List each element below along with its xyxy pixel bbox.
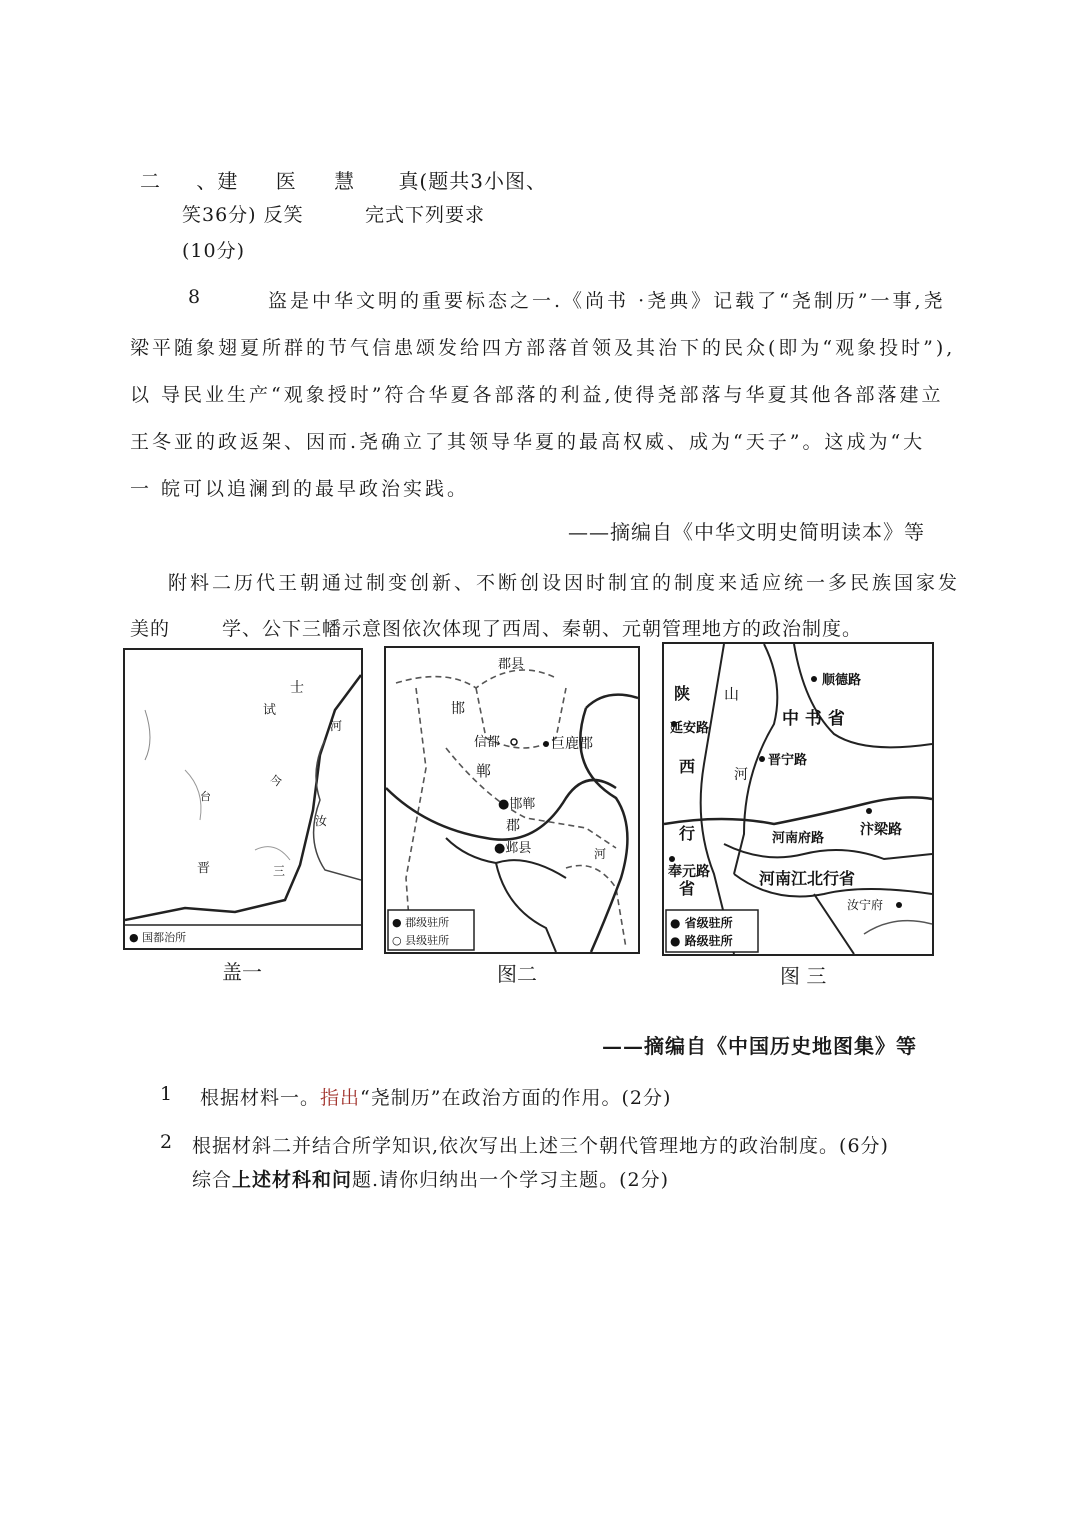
material1-line-3: 以 导民业生产“观象授时”符合华夏各部落的利益,使得尧部落与华夏其他各部落建立: [130, 384, 944, 406]
heading-line-2b: 完式下列要求: [365, 204, 486, 226]
map3-label-shunde: 顺德路: [822, 673, 862, 688]
question-3: [192, 1165, 669, 1192]
map-2-qin: [384, 646, 640, 954]
map1-label-jin: 今: [270, 774, 283, 788]
map-3-graphic: [664, 644, 932, 954]
map3-label-henanjiangbei: 河南江北行省: [759, 869, 856, 888]
map2-legend-jun: ● 郡级驻所: [392, 916, 450, 929]
map3-label-henanfu: 河南府路: [772, 831, 825, 846]
question-1-number: 1: [160, 1083, 174, 1105]
map3-label-fengyuan: 奉元路: [668, 864, 710, 880]
maps-source: ——摘编自《中国历史地图集》等: [602, 1034, 917, 1058]
question-1-pre: 根据材料一。: [200, 1087, 321, 1109]
map3-label-shan: 山: [724, 685, 740, 703]
map3-label-zhongshu: 中 书 省: [782, 709, 845, 729]
map3-label-shaan: 陕: [674, 684, 691, 703]
map-2-caption: 图二: [497, 962, 537, 986]
question-3-bold: 上述材科和问: [232, 1169, 353, 1191]
map1-label-shi: 士: [290, 680, 304, 696]
question-1-highlight: 指出: [320, 1087, 361, 1109]
map1-label-ru: 汝: [315, 814, 328, 828]
material2-line-2b: 学、公下三幡示意图依次体现了西周、秦朝、元朝管理地方的政治制度。: [222, 618, 863, 640]
map2-label-julu: 巨鹿郡: [551, 736, 593, 752]
map-1-western-zhou: [123, 648, 363, 950]
map2-label-handan: ●邯郸: [498, 797, 536, 812]
map3-label-yanan: 延安路: [670, 721, 710, 736]
map2-label-xindu: 信都: [474, 735, 501, 750]
map2-label-junxian: 郡县: [498, 657, 525, 672]
map-1-graphic: [125, 650, 361, 948]
map-2-graphic: [386, 648, 638, 952]
question-2: 根据材斜二并结合所学知识,依次写出上述三个朝代管理地方的政治制度。(6分): [192, 1135, 889, 1157]
map1-legend: ● 国都治所: [129, 931, 187, 944]
map1-label-tai: 台: [200, 790, 211, 803]
map3-label-jinning: 晋宁路: [768, 753, 808, 768]
question-1: [200, 1083, 671, 1110]
question-3-pre: 综合: [192, 1169, 233, 1191]
material1-number: 8: [188, 286, 202, 308]
material1-line-2: 梁平随象翅夏所群的节气信患颂发给四方部落首领及其治下的民众(即为“观象投时”),: [130, 337, 956, 359]
map2-legend-xian: ○ 县级驻所: [392, 934, 450, 947]
map2-label-he: 河: [594, 847, 607, 861]
heading-part-3: 医: [275, 169, 297, 193]
heading-part-1: 二: [140, 169, 161, 193]
map3-label-he: 河: [734, 767, 748, 783]
material1-line-5: 一 皖可以追澜到的最早政治实践。: [130, 478, 470, 500]
map3-label-bianliang: 汴梁路: [860, 822, 902, 838]
material2-line-1: 附料二历代王朝通过制变创新、不断创设因时制宜的制度来适应统一多民族国家发: [168, 572, 961, 594]
material1-line-4: 王冬亚的政返架、因而.尧确立了其领导华夏的最高权威、成为“天子”。这成为“大: [130, 431, 926, 453]
map2-label-yexian: ●邺县: [494, 841, 532, 856]
map3-label-sheng: 省: [679, 879, 696, 898]
map1-label-he: 河: [330, 719, 343, 733]
map3-label-xi: 西: [679, 757, 696, 776]
map3-legend-lu: ● 路级驻所: [670, 934, 733, 948]
material2-line-2a: 美的: [130, 618, 171, 640]
heading-part-2: 、建: [196, 169, 239, 193]
material1-line-1: 盗是中华文明的重要标态之一.《尚书 ·尧典》记载了“尧制历”一事,尧: [268, 290, 946, 312]
heading-line-3: (10分): [182, 240, 246, 262]
map3-label-runing: 汝宁府: [847, 898, 884, 912]
map1-label-jin2: 晋: [197, 861, 211, 876]
heading-part-5: 真(题共3小图、: [398, 169, 547, 193]
map-3-caption: 图 三: [780, 964, 827, 988]
material1-source: ——摘编自《中华文明史简明读本》等: [568, 520, 925, 544]
map1-label-shi2: 试: [263, 703, 277, 718]
question-1-post: “尧制历”在政治方面的作用。(2分): [360, 1087, 672, 1109]
map3-label-xing: 行: [679, 824, 696, 843]
question-3-post: 题.请你归纳出一个学习主题。(2分): [352, 1169, 669, 1191]
map3-legend-sheng: ● 省级驻所: [670, 916, 733, 930]
section-heading: [140, 165, 547, 194]
map-3-yuan: [662, 642, 934, 956]
heading-line-2a: 笑36分) 反笑: [182, 204, 304, 226]
map2-label-dan: 郸: [476, 762, 492, 780]
map1-label-san: 三: [273, 864, 286, 878]
map2-label-jun: 郡: [506, 818, 520, 834]
heading-part-4: 慧: [334, 169, 356, 193]
question-2-number: 2: [160, 1131, 174, 1153]
map2-label-han: 邯: [451, 701, 465, 717]
map-1-caption: 盖一: [222, 960, 262, 984]
